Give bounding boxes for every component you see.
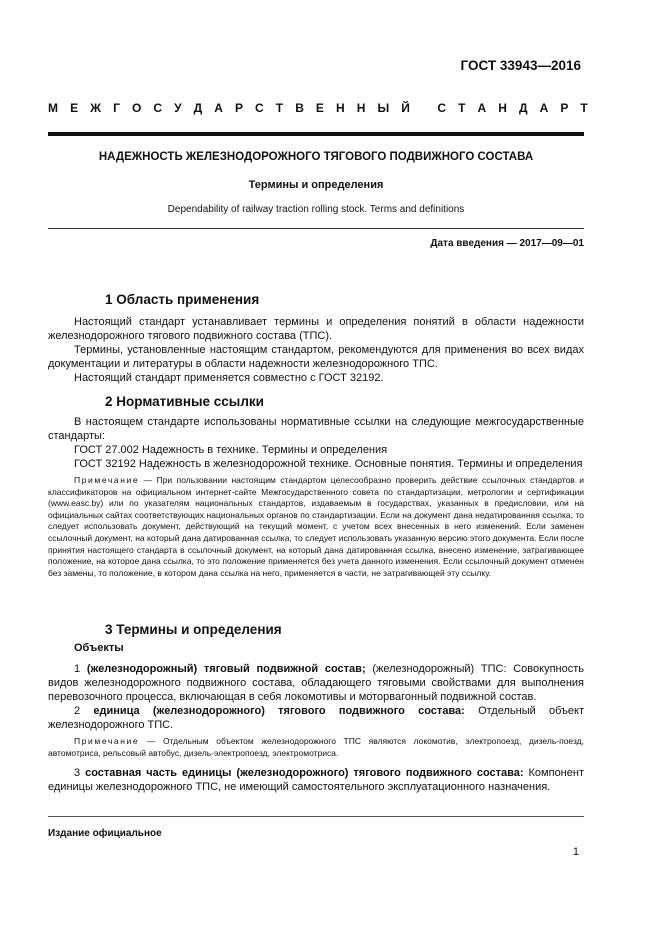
document-title: НАДЕЖНОСТЬ ЖЕЛЕЗНОДОРОЖНОГО ТЯГОВОГО ПОДВИЖНОГО СОСТАВА xyxy=(98,151,534,163)
section-2-body xyxy=(48,415,584,471)
heading-letter: Р xyxy=(560,101,569,115)
heading-letter: Г xyxy=(113,101,120,115)
reference-item: ГОСТ 32192 Надежность в железнодорожной технике. Основные понятия. Термины и определения xyxy=(74,458,583,470)
section-1-body xyxy=(48,315,584,385)
term-1 xyxy=(48,662,584,732)
term-name: составная часть единицы (железнодорожного) тягового подвижного состава: xyxy=(85,767,524,779)
heading-letter xyxy=(422,101,425,115)
heading-letter: Т xyxy=(458,101,466,115)
section-2-note xyxy=(48,475,584,579)
reference-item: ГОСТ 27.002 Надежность в технике. Термины и определения xyxy=(74,444,388,456)
section-3-note xyxy=(48,736,584,759)
footer-divider xyxy=(48,816,584,817)
effective-date: Дата введения — 2017—09—01 xyxy=(430,238,584,249)
heading-letter: Ж xyxy=(90,101,101,115)
note-text: — При пользовании настоящим стандартом целесообразно проверить действие ссылочных стандартов и классификаторов на официальном интернет-сайте Межгосударственного совета по стандартизации, метрологии и сертификации (www.easc.by) или по указателям национальных стандартов, издаваемым в государствах, указанных в предисловии, или на официальных сайтах соответствующих национальных органов по стандартизации. Если на документ дана недатированная ссылка, то следует использовать документ, действующий на текущий момент, с учетом всех внесенных в него изменений. Если заменен ссылочный документ, на который дана датированная ссылка, то следует использовать указанную версию этого документа. Если после принятия настоящего стандарта в ссылочный документ, на который дана датированная ссылка, внесено изменение, затрагивающее положение, на которое дана ссылка, то это положение применяется без учета данного изменения. Если ссылочный документ отменен без замены, то положение, в котором дана ссылка на него, применяется в части, не затрагивающей эту ссылку. xyxy=(48,475,584,578)
heading-letter: О xyxy=(131,101,142,115)
heading-letter: Д xyxy=(518,101,528,115)
heading-letter: Ы xyxy=(377,101,390,115)
heading-letter: Е xyxy=(70,101,79,115)
term-number: 1 xyxy=(74,663,87,675)
edition-label: Издание официальное xyxy=(48,828,162,839)
heading-letter: Й xyxy=(401,101,410,115)
heading-letter: А xyxy=(477,101,487,115)
term-name: (железнодорожный) тяговый подвижной состав; xyxy=(86,663,366,675)
english-title: Dependability of railway traction rolling stock. Terms and definitions xyxy=(167,204,465,215)
title-divider xyxy=(48,228,584,229)
note-text: — Отдельным объектом железнодорожного ТПС являются локомотив, электропоезд, дизель-поезд, автомотриса, рельсовый автобус, дизель-электропоезд, электромотриса. xyxy=(48,736,584,758)
section-1-paragraph: Настоящий стандарт применяется совместно с ГОСТ 32192. xyxy=(74,372,384,384)
section-2-paragraph: В настоящем стандарте использованы нормативные ссылки на следующие межгосударственные стандарты: xyxy=(48,416,584,442)
section-2-heading: 2 Нормативные ссылки xyxy=(105,394,264,409)
heading-letter: Е xyxy=(315,101,324,115)
heading-letter: Р xyxy=(234,101,243,115)
term-definition: (железнодорожный) ТПС: Совокупность видов железнодорожного подвижного состава, обладающего тяговыми свойствами для выполнения перевозочного процесса, включающая в себя локомотивы и моторвагонный подвижной состав. xyxy=(48,663,584,703)
heading-letter: С xyxy=(255,101,264,115)
document-subtitle: Термины и определения xyxy=(248,179,384,191)
term-definition: Компонент единицы железнодорожного ТПС, не имеющий самостоятельного эксплуатационного назначения. xyxy=(48,767,584,793)
heading-letter: Д xyxy=(193,101,203,115)
term-definition: Отдельный объект железнодорожного ТПС. xyxy=(48,705,584,731)
heading-letter: Т xyxy=(580,101,588,115)
note-label: Примечание xyxy=(74,475,140,485)
section-1-paragraph: Термины, установленные настоящим стандартом, рекомендуются для применения во всех видах документации и литературы в области надежности железнодорожного ТПС. xyxy=(48,344,584,370)
standard-category-heading xyxy=(48,101,588,115)
heading-letter: Н xyxy=(336,101,345,115)
heading-letter: Н xyxy=(498,101,507,115)
heading-letter: Т xyxy=(275,101,284,115)
section-1-heading: 1 Область применения xyxy=(105,292,260,307)
objects-subheading: Объекты xyxy=(74,642,124,654)
heading-letter: С xyxy=(153,101,163,115)
standard-code: ГОСТ 33943—2016 xyxy=(460,58,581,73)
heading-letter: В xyxy=(295,101,304,115)
heading-letter: А xyxy=(539,101,549,115)
section-3-heading: 3 Термины и определения xyxy=(105,622,282,637)
page-number: 1 xyxy=(572,846,579,858)
term-3 xyxy=(48,766,584,794)
term-number: 2 xyxy=(74,705,94,717)
heading-letter: М xyxy=(48,101,58,115)
heading-letter: А xyxy=(214,101,223,115)
header-divider xyxy=(48,132,584,136)
section-1-paragraph: Настоящий стандарт устанавливает термины и определения понятий в области надежности железнодорожного тягового подвижного состава (ТПС). xyxy=(48,316,584,342)
term-name: единица (железнодорожного) тягового подвижного состава: xyxy=(93,705,465,717)
heading-letter: Н xyxy=(356,101,366,115)
term-number: 3 xyxy=(74,767,86,779)
heading-letter: С xyxy=(437,101,447,115)
note-label: Примечание xyxy=(74,736,140,746)
heading-letter: У xyxy=(174,101,182,115)
